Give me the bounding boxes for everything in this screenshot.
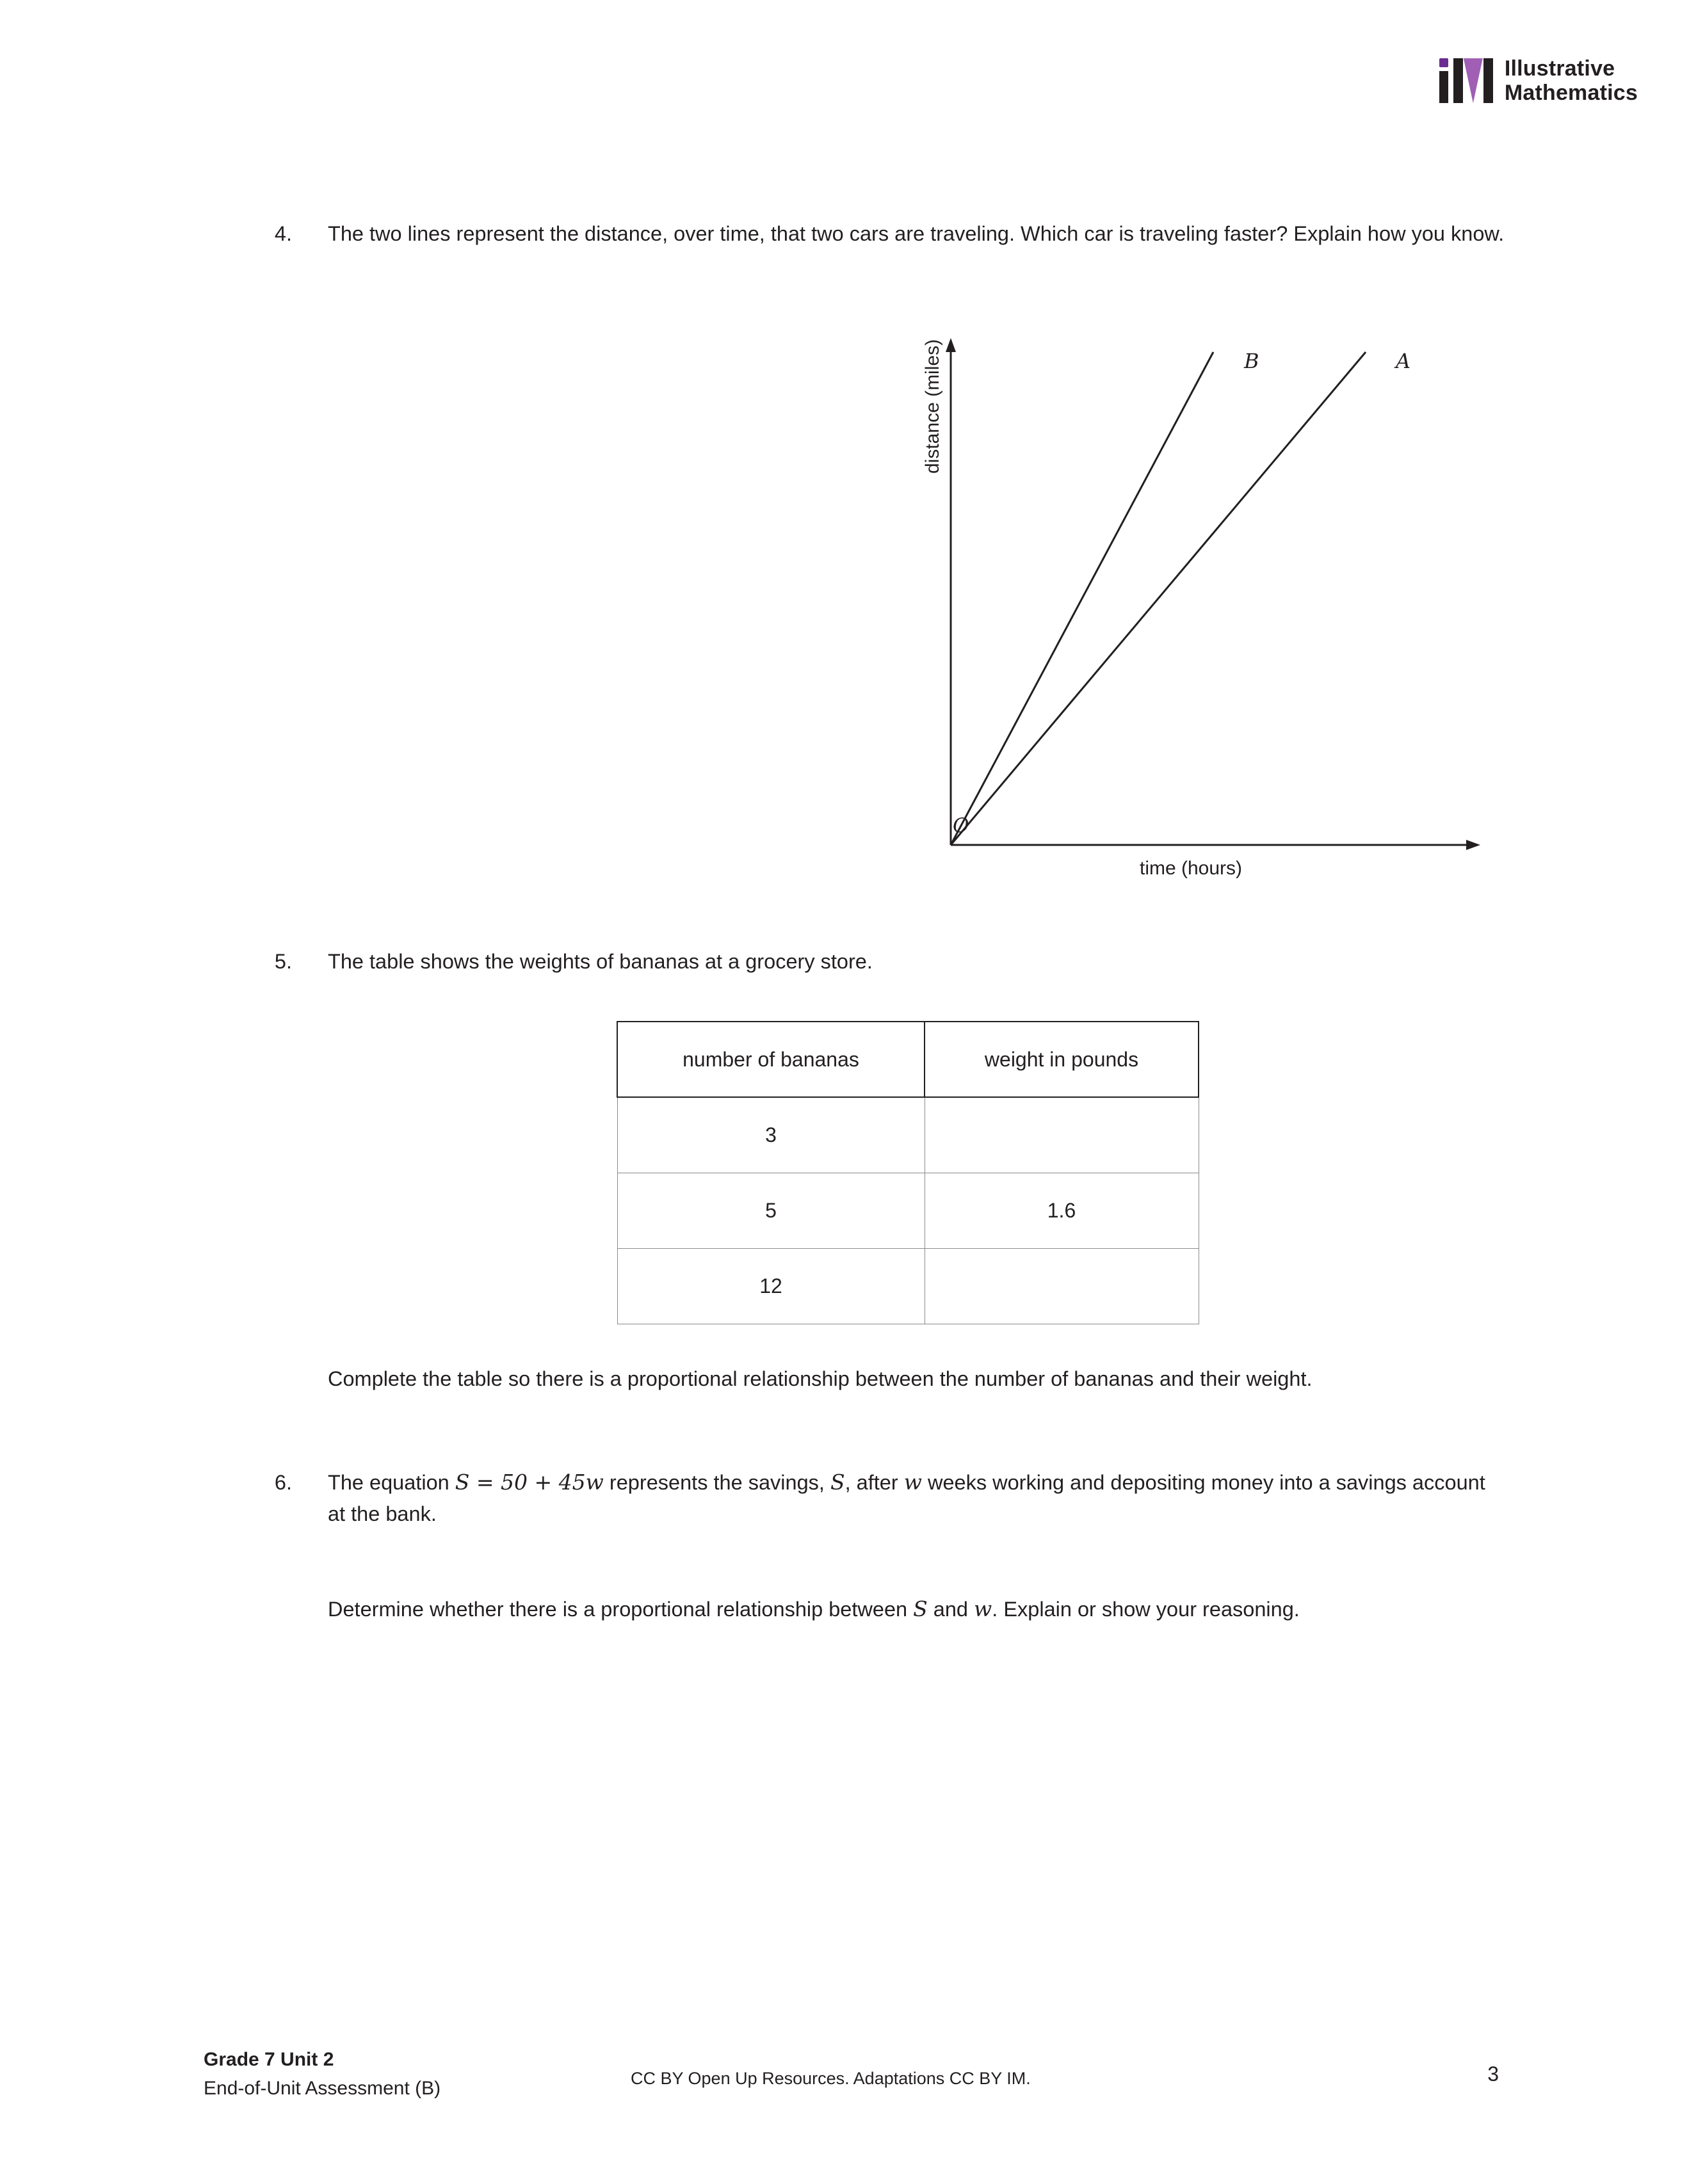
q6-variable-s: S — [830, 1470, 845, 1495]
question-6-followup — [328, 1594, 1499, 1625]
graph-x-axis-label: time (hours) — [1140, 858, 1243, 879]
q6f-part-2: and — [927, 1598, 974, 1621]
table-row — [617, 1248, 1199, 1324]
bananas-weight-table — [617, 1021, 1199, 1324]
logo-letter-m-icon — [1453, 58, 1493, 103]
footer-grade-unit: Grade 7 Unit 2 — [204, 2049, 334, 2070]
q6-part-4: weeks working and depositing money into a savings account at the bank. — [328, 1471, 1485, 1525]
illustrative-mathematics-logo — [1439, 56, 1638, 105]
q6-equation: S = 50 + 45w — [455, 1470, 604, 1495]
question-4-number: 4. — [274, 222, 292, 245]
question-4-text: The two lines represent the distance, over time, that two cars are traveling. Which car is traveling faster? Explain how you know. — [328, 222, 1505, 245]
logo-mark-icon — [1439, 58, 1493, 103]
q6f-variable-s: S — [913, 1596, 928, 1621]
table-header-bananas: number of bananas — [617, 1022, 925, 1097]
graph-line-label-a: A — [1396, 349, 1411, 373]
question-5-text: The table shows the weights of bananas at a grocery store. — [328, 950, 873, 973]
cell-weight-1[interactable] — [925, 1097, 1199, 1173]
cell-weight-3[interactable] — [925, 1248, 1199, 1324]
distance-time-graph — [909, 333, 1485, 864]
cell-bananas-1: 3 — [617, 1097, 925, 1173]
logo-wordmark — [1505, 56, 1638, 105]
question-6-number: 6. — [274, 1471, 292, 1494]
table-row — [617, 1097, 1199, 1173]
table-header-weight: weight in pounds — [925, 1022, 1199, 1097]
question-5-instruction: Complete the table so there is a proportional relationship between the number of bananas and their weight. — [328, 1367, 1313, 1390]
logo-text-line2: Mathematics — [1504, 81, 1638, 106]
graph-origin-label: O — [953, 814, 969, 837]
footer-assessment-name: End-of-Unit Assessment (B) — [204, 2078, 441, 2099]
q6-variable-w: w — [903, 1470, 922, 1495]
question-6-text — [328, 1467, 1499, 1529]
logo-text-line1: Illustrative — [1504, 56, 1615, 81]
q6-part-2: represents the savings, — [603, 1471, 830, 1494]
q6-part-1: The equation — [328, 1471, 455, 1494]
q6f-part-3: . Explain or show your reasoning. — [992, 1598, 1300, 1621]
q6-part-3: , after — [844, 1471, 904, 1494]
graph-line-label-b: B — [1244, 349, 1259, 373]
question-5-number: 5. — [274, 950, 292, 973]
cell-bananas-2: 5 — [617, 1173, 925, 1248]
footer-license: CC BY Open Up Resources. Adaptations CC BY IM. — [631, 2069, 1031, 2088]
q6f-part-1: Determine whether there is a proportional relationship between — [328, 1598, 914, 1621]
cell-weight-2[interactable]: 1.6 — [925, 1173, 1199, 1248]
table-header-row — [617, 1022, 1199, 1097]
cell-bananas-3: 12 — [617, 1248, 925, 1324]
graph-y-axis-label: distance (miles) — [922, 339, 943, 474]
footer-left — [204, 2045, 440, 2103]
footer-page-number: 3 — [1487, 2062, 1499, 2085]
logo-letter-i-icon — [1439, 58, 1448, 103]
q6f-variable-w: w — [974, 1596, 992, 1621]
table-row — [617, 1173, 1199, 1248]
